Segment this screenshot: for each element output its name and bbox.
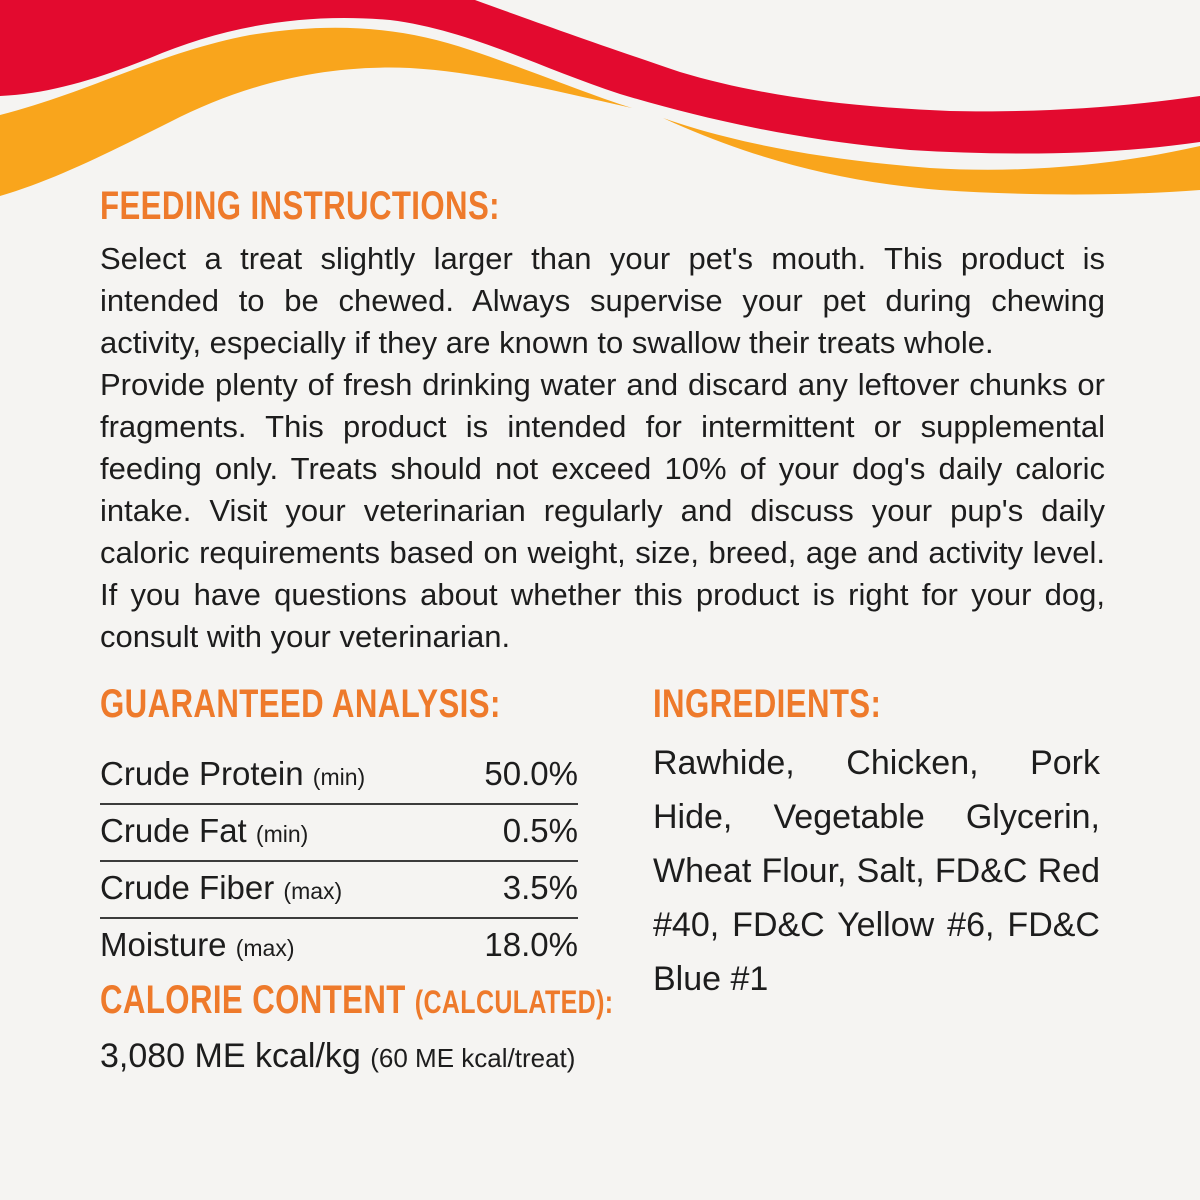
guaranteed-analysis-table [100, 748, 578, 974]
nutrient-name: Moisture [100, 925, 227, 963]
nutrient-qualifier: (max) [235, 934, 295, 961]
nutrient-value: 3.5% [502, 868, 578, 906]
feeding-paragraph-2: Provide plenty of fresh drinking water and discard any leftover chunks or fragments. This product is intended for intermittent or supplemental feeding only. Treats should not exceed 10% of your dog's daily caloric intake. Visit your veterinarian regularly and discuss your pup's daily caloric requirements based on weight, size, breed, age and activity level. If you have questions about whether this product is right for your dog, consult with your veterinarian. [100, 367, 1105, 654]
table-row [100, 862, 578, 919]
calorie-content-value [100, 1036, 575, 1077]
feeding-instructions-heading-text: FEEDING INSTRUCTIONS: [100, 184, 500, 228]
table-row [100, 805, 578, 862]
nutrient-value: 0.5% [502, 811, 578, 849]
nutrient-value: 18.0% [484, 925, 578, 963]
nutrient-label [100, 812, 308, 850]
calorie-heading-main: CALORIE CONTENT [100, 978, 406, 1022]
nutrient-label [100, 926, 295, 964]
table-row [100, 748, 578, 805]
calorie-content-heading-text [100, 980, 613, 1020]
table-row [100, 919, 578, 974]
ingredients-heading-text: INGREDIENTS: [653, 682, 882, 726]
ingredients-list: Rawhide, Chicken, Pork Hide, Vegetable Glycerin, Wheat Flour, Salt, FD&C Red #40, FD&C Yellow #6, FD&C Blue #1 [653, 744, 1100, 998]
nutrient-value: 50.0% [484, 755, 578, 792]
calorie-value-main: 3,080 ME kcal/kg [100, 1037, 361, 1075]
nutrient-qualifier: (min) [255, 820, 309, 847]
nutrient-name: Crude Fiber [100, 868, 275, 906]
nutrient-name: Crude Fat [100, 811, 247, 849]
nutrient-qualifier: (max) [283, 877, 343, 904]
feeding-instructions-body [100, 238, 1105, 658]
guaranteed-analysis-heading [100, 684, 614, 724]
feeding-instructions-heading [100, 186, 613, 226]
guaranteed-analysis-heading-text: GUARANTEED ANALYSIS: [100, 682, 501, 726]
feeding-paragraph-1: Select a treat slightly larger than your pet's mouth. This product is intended to be chewed. Always supervise your pet during chewing activity, especially if they are known to swallow their treats whole. [100, 241, 1105, 360]
nutrient-qualifier: (min) [312, 764, 366, 790]
nutrient-label [100, 869, 342, 907]
nutrient-label [100, 755, 365, 793]
nutrient-name: Crude Protein [100, 755, 304, 792]
calorie-value-qualifier: (60 ME kcal/treat) [370, 1043, 576, 1073]
calorie-heading-qualifier: (CALCULATED): [414, 984, 614, 1020]
ingredients-heading [653, 684, 946, 724]
